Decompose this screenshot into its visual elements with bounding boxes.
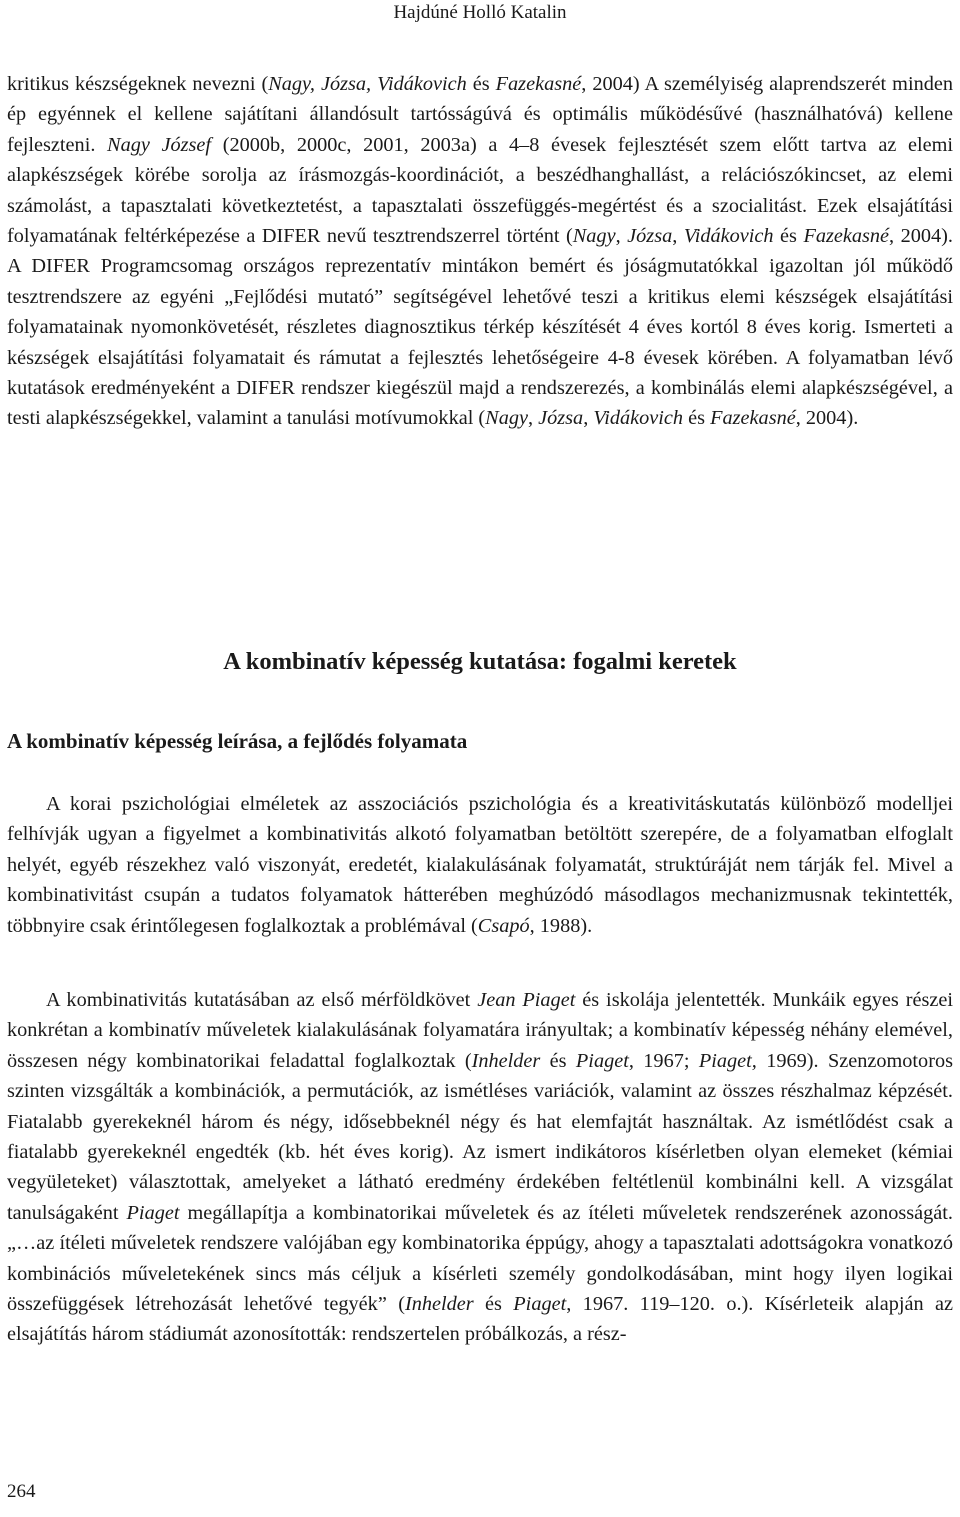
citation-authors: Nagy, Józsa, Vidákovich xyxy=(268,73,467,95)
citation-author: Józsa xyxy=(538,407,584,430)
citation-author: Piaget xyxy=(513,1293,567,1316)
text-span: és xyxy=(773,225,804,248)
text-span: , 2004). A DIFER Programcsomag országos reprezentatív mintákon bemért és jóságmutatókkal igazoltan jól működő tesztrendszere az egyéni „Fejlődési mutató” segítségével lehetővé teszi a kritikus elemi készségek elsajátítási folyamatainak nyomonkövetését, részletes diagnosztikus térkép készítését 4 éves kortól 8 éves korig. Ismerteti a készségek elsajátítási folyamatait és rámutat a fejlesztés lehetőségeire 4-8 évesek körében. A folyamatban lévő kutatások eredményeként a DIFER rendszer kiegészül majd a rendszerezés, a kombinálás elemi alapkészségével, a testi alapkészségekkel, valamint a tanulási motívumokkal ( xyxy=(7,225,953,430)
text-span: és xyxy=(473,1293,514,1316)
citation-author: Inhelder xyxy=(404,1293,474,1316)
citation-author: Inhelder xyxy=(471,1049,541,1072)
paragraph-1 xyxy=(7,69,953,434)
text-span: kritikus készségeknek nevezni ( xyxy=(7,73,269,95)
text-span: , 1967; xyxy=(628,1049,699,1072)
text-span: , xyxy=(527,407,539,430)
citation-author: Fazekasné xyxy=(710,407,796,430)
text-span: , xyxy=(672,225,684,248)
text-span: és xyxy=(466,73,496,95)
text-span: 1969). Szenzomotoros szinten vizsgálták a kombinációk, a permutációk, az ismétléses variációk, valamint az összes részhalmaz képzését. Fiatalabb gyerekeknél három és négy, idősebbeknél négy és hat elemfajtát használtak. Az ismétlődést csak a fiatalabb gyerekeknél engedték (kb. hét éves korig). Az ismert indikátoros kísérletben olyan elemeket (kémiai vegyületeket) választottak, amelyeket a látható eredmény érdekében feltétlenül kombinálni kell. A vizsgálat tanulságaként xyxy=(7,1049,953,1224)
citation-author: Nagy xyxy=(572,225,616,248)
citation-author: Józsa xyxy=(627,225,673,248)
text-span: (2000b, 2000c, 2001, 2003a) a 4–8 évesek fejlesztését szem előtt tartva az elemi alapkészségek körébe sorolja az írásmozgás-koordinációt, a beszédhanghallást, a relációszókincset, az elemi számolást, a tapasztalati következtetést, a tapasztalati összefüggés-megértést és a szocialitást. Ezek elsajátítási folyamatának feltérképezése a DIFER nevű tesztrendszerrel történt ( xyxy=(7,133,954,248)
text-span: , 1988). xyxy=(529,914,593,937)
page-number: 264 xyxy=(7,1481,36,1502)
text-span: , 2004). xyxy=(795,407,859,430)
citation-author: Piaget xyxy=(126,1201,180,1224)
citation-author: Vidákovich xyxy=(683,225,774,248)
citation-author: Nagy József xyxy=(107,133,212,156)
citation-author: Fazekasné xyxy=(495,73,582,95)
text-span: , 2004) A személyiség alaprendszerét minden ép egyénnek el kellene sajátítani állandósult tartósságúvá és optimális működésűvé (használhatóvá) kellene fejleszteni. xyxy=(7,73,953,156)
citation-author: Vidákovich xyxy=(593,407,684,430)
text-span: , 1967. 119–120. o.). Kísérleteik alapján az elsajátítás három stádiumát azonosították: rendszertelen próbálkozás, a rész- xyxy=(7,1293,953,1346)
text-span: A korai pszichológiai elméletek az asszociációs pszichológia és a kreativitáskutatás különböző modelljei felhívják ugyan a figyelmet a kombinativitás alkotó folyamatban betöltött szerepére, de a folyamatban elfoglalt helyét, egyéb részekhez való viszonyát, eredetét, kialakulásának folyamatát, struktúráját nem tárják fel. Mivel a kombinativitást csupán a tudatos folyamatok hátterében meghúzódó másodlagos mechanizmusnak tekintették, többnyire csak érintőlegesen foglalkoztak a problémával ( xyxy=(7,793,953,937)
text-span: és iskolája jelentették. Munkáik egyes részei konkrétan a kombinatív műveletek kialakulásának folyamatára irányultak; a kombinatív képesség néhány elemével, összesen négy kombinatorikai feladattal foglalkoztak ( xyxy=(7,989,953,1072)
subsection-heading: A kombinatív képesség leírása, a fejlődés folyamata xyxy=(7,729,468,753)
text-span: és xyxy=(540,1049,576,1072)
citation-author: Csapó xyxy=(477,914,530,937)
paragraph-2 xyxy=(7,789,953,941)
text-span: és xyxy=(683,407,711,430)
citation-author: Jean Piaget xyxy=(477,989,576,1011)
citation-author: Fazekasné xyxy=(803,225,890,248)
citation-author: Piaget xyxy=(575,1049,629,1072)
text-span: megállapítja a kombinatorikai műveletek és az ítéleti műveletek rendszerének azonosságát. „…az ítéleti műveletek rendszere valójában egy kombinatorika éppúgy, ahogy a tapasztalati adottságokra vonatkozó kombinációs műveletekének sincs más céljuk a kísérleti személy gondolkodásában, mint hogy ilyen logikai összefüggések létrehozását lehetővé tegyék” ( xyxy=(7,1201,953,1316)
section-heading: A kombinatív képesség kutatása: fogalmi keretek xyxy=(223,648,737,675)
citation-author: Piaget, xyxy=(698,1049,757,1072)
text-span: , xyxy=(583,407,594,430)
text-span: , xyxy=(615,225,628,248)
citation-author: Nagy xyxy=(485,407,528,430)
paragraph-3 xyxy=(7,985,953,1350)
running-head: Hajdúné Holló Katalin xyxy=(393,2,567,23)
text-span: A kombinativitás kutatásában az első mérföldkövet xyxy=(46,989,478,1011)
